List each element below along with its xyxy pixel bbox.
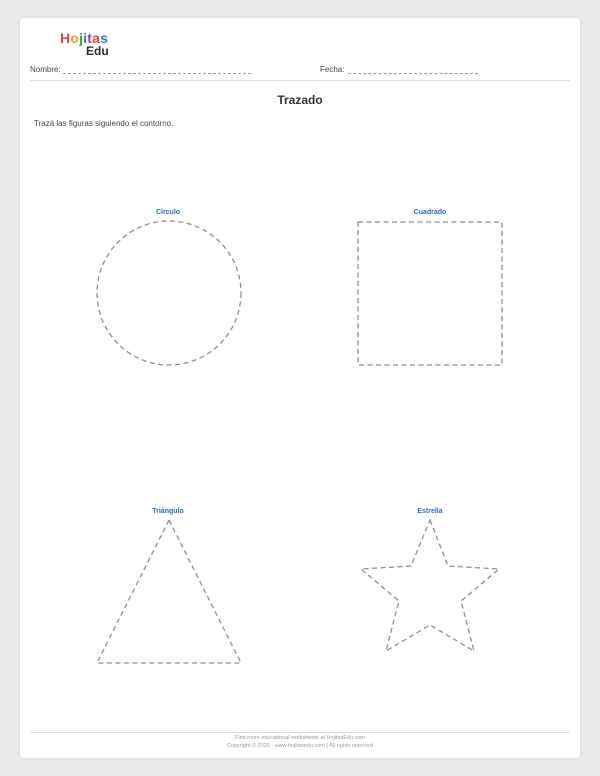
star-label: Estrella	[417, 508, 443, 515]
circle-outline[interactable]	[97, 221, 241, 365]
logo-letter: H	[60, 30, 71, 46]
logo-edu: Edu	[86, 44, 109, 58]
square-label: Cuadrado	[413, 209, 447, 216]
square-outline[interactable]	[358, 222, 502, 365]
date-label: Fecha:	[320, 65, 345, 74]
name-label: Nombre:	[30, 65, 61, 74]
logo-letter: a	[92, 30, 101, 46]
page-title: Trazado	[277, 93, 323, 107]
footer-divider	[30, 732, 570, 733]
logo-letter: i	[83, 30, 88, 46]
instruction-text: Trazá las figuras siguiendo el contorno.	[34, 119, 174, 128]
worksheet-page	[20, 18, 580, 758]
tracing-shapes	[20, 18, 580, 758]
star-outline[interactable]	[361, 520, 499, 651]
triangle-label: Triángulo	[152, 508, 184, 515]
circle-label: Círculo	[155, 209, 181, 216]
logo-letter: j	[79, 30, 84, 46]
footer-line-2: Copyright © 2026 · www.hojitasedu.com | All rights reserved	[226, 743, 374, 749]
logo-letter: o	[70, 30, 80, 46]
triangle-outline[interactable]	[97, 520, 241, 663]
footer-line-1: Find more educational worksheets at HojitasEdu.com	[235, 735, 365, 741]
logo-letter: t	[87, 30, 93, 46]
logo-letter: s	[100, 30, 109, 46]
